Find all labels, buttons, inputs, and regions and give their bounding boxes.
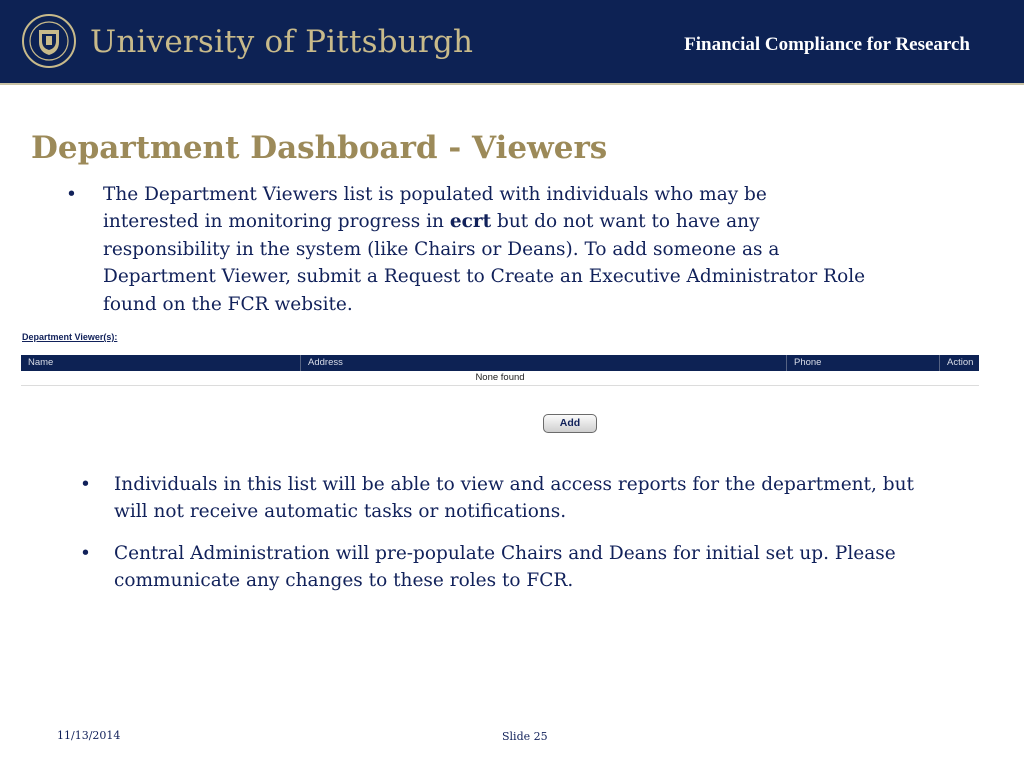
university-wordmark: University of Pittsburgh — [90, 24, 474, 60]
column-header-action: Action — [939, 355, 979, 371]
table-header-row — [21, 355, 979, 371]
university-seal-icon — [22, 14, 76, 68]
column-header-address[interactable]: Address — [300, 355, 786, 371]
header-bar — [0, 0, 1024, 85]
bullet-marker: • — [66, 184, 77, 205]
bullet-text: Central Administration will pre-populate Chairs and Deans for initial set up. Please communicate any changes to these roles to FCR. — [114, 543, 896, 591]
slide-title: Department Dashboard - Viewers — [31, 130, 608, 166]
bullet-marker: • — [80, 474, 91, 495]
bullet-access-reports — [80, 471, 930, 525]
column-header-name[interactable]: Name — [28, 357, 54, 368]
bullet-prepopulate — [80, 540, 930, 594]
add-viewer-button[interactable]: Add — [543, 414, 597, 433]
ecrt-term: ecrt — [449, 211, 492, 233]
empty-table-message: None found — [21, 371, 979, 386]
bullet-marker: • — [80, 543, 91, 564]
column-header-phone[interactable]: Phone — [786, 355, 939, 371]
bullet-text-before: The Department Viewers list is populated with individuals who may be interested in monitoring progress in — [103, 184, 767, 233]
header-title: Financial Compliance for Research — [684, 34, 970, 55]
footer-date: 11/13/2014 — [57, 729, 121, 742]
department-viewers-table — [21, 355, 979, 386]
bullet-viewers-description — [66, 181, 866, 318]
slide-number: Slide 25 — [502, 730, 548, 743]
department-viewers-label: Department Viewer(s): — [22, 332, 118, 342]
bullet-text: Individuals in this list will be able to view and access reports for the department, but will not receive automatic tasks or notifications. — [114, 474, 914, 522]
bullet-text-after: but do not want to have any responsibility in the system (like Chairs or Deans). To add someone as a Department Viewer, submit a Request to Create an Executive Administrator Role found on the FCR website. — [103, 211, 866, 315]
